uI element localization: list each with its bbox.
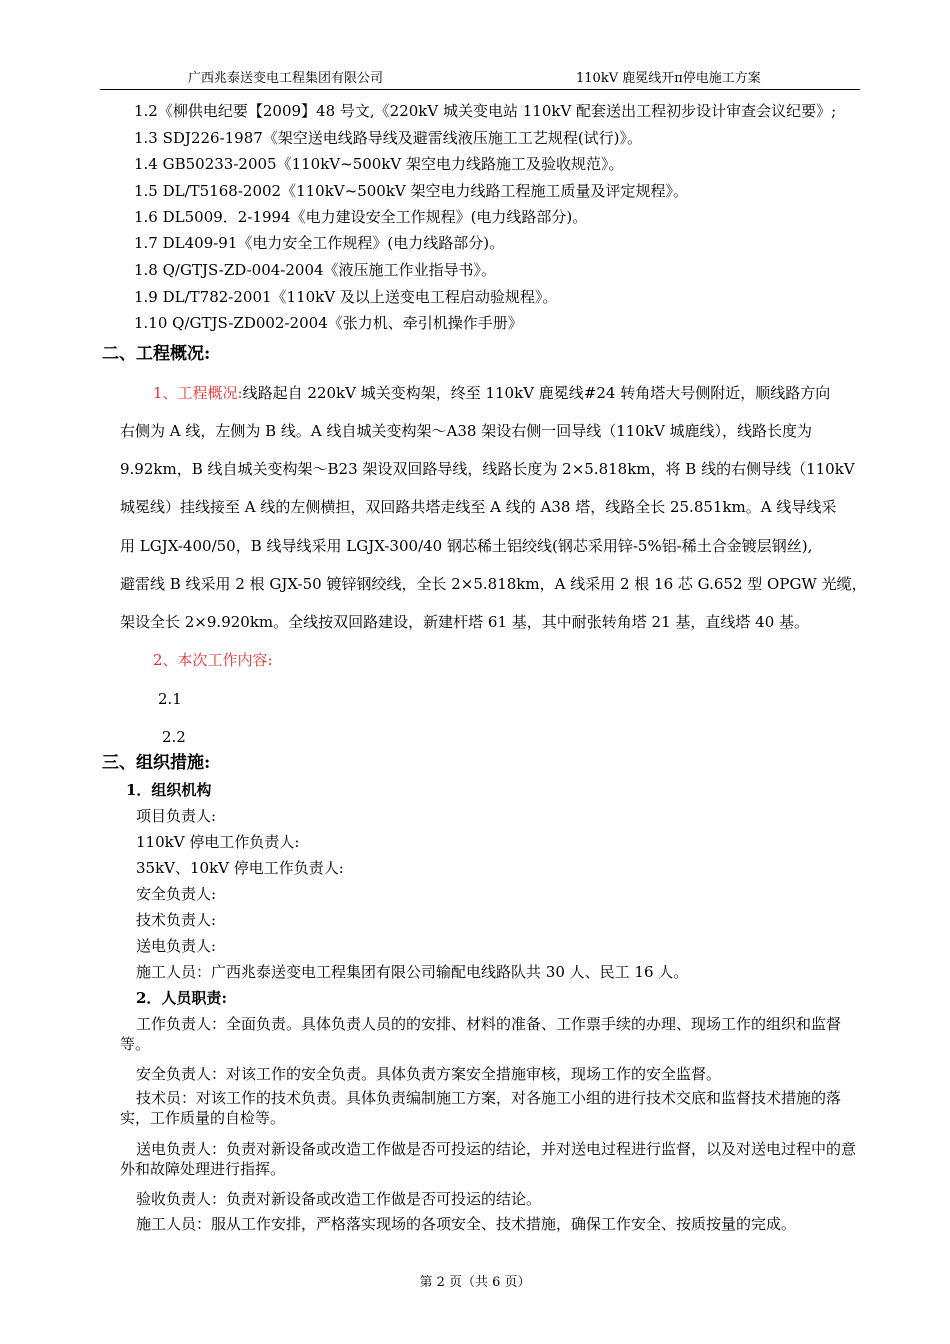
org-line: 110kV 停电工作负责人: (136, 833, 300, 851)
overview-line: 架设全长 2×9.920km。全线按双回路建设，新建杆塔 61 基，其中耐张转角塔 21 基，直线塔 40 基。 (120, 613, 810, 631)
page-header (100, 67, 860, 90)
reference-item: 1.4 GB50233-2005《110kV~500kV 架空电力线路施工及验收规范》。 (134, 155, 624, 173)
overview-line: 避雷线 B 线采用 2 根 GJX-50 镀锌钢绞线，全长 2×5.818km，A 线采用 2 根 16 芯 G.652 型 OPGW 光缆， (120, 575, 867, 593)
org-line: 安全负责人: (136, 885, 217, 903)
work-content-label: 2、本次工作内容: (153, 651, 273, 669)
overview-label: 1、工程概况: (153, 384, 243, 402)
reference-item: 1.2《柳供电纪要【2009】48 号文,《220kV 城关变电站 110kV 配套送出工程初步设计审查会议纪要》; (134, 102, 837, 120)
reference-item: 1.5 DL/T5168-2002《110kV~500kV 架空电力线路工程施工质量及评定规程》。 (134, 182, 689, 200)
work-item-2-1: 2.1 (158, 690, 182, 708)
reference-item: 1.9 DL/T782-2001《110kV 及以上送变电工程启动验规程》。 (134, 288, 558, 306)
org-line: 项目负责人: (136, 807, 217, 825)
duty-paragraph: 工作负责人：全面负责。具体负责人员的的安排、材料的准备、工作票手续的办理、现场工作的组织和监督等。 (120, 1015, 842, 1053)
reference-item: 1.6 DL5009．2-1994《电力建设安全工作规程》(电力线路部分)。 (134, 208, 588, 226)
duty-paragraph: 施工人员：服从工作安排，严格落实现场的各项安全、技术措施，确保工作安全、按质按量的完成。 (136, 1215, 797, 1233)
section-heading: 二、工程概况: (102, 344, 211, 364)
overview-first-line (153, 383, 830, 403)
overview-line: 右侧为 A 线，左侧为 B 线。A 线自城关变构架～A38 架设右侧一回导线（110kV 城鹿线），线路长度为 (120, 422, 813, 440)
page-number: 第 2 页（共 6 页） (419, 1275, 531, 1290)
overview-text: 线路起自 220kV 城关变构架，终至 110kV 鹿冕线#24 转角塔大号侧附近，顺线路方向 (242, 384, 831, 402)
header-company: 广西兆泰送变电工程集团有限公司 (188, 71, 384, 86)
reference-item: 1.10 Q/GTJS-ZD002-2004《张力机、牵引机操作手册》 (134, 314, 523, 332)
org-line: 送电负责人: (136, 937, 217, 955)
org-line: 施工人员：广西兆泰送变电工程集团有限公司输配电线路队共 30 人、民工 16 人。 (136, 963, 689, 981)
duty-paragraph: 验收负责人：负责对新设备或改造工作做是否可投运的结论。 (136, 1190, 542, 1208)
reference-item: 1.3 SDJ226-1987《架空送电线路导线及避雷线液压施工工艺规程(试行)》。 (134, 129, 643, 147)
work-item-2-2: 2.2 (162, 728, 186, 746)
section-heading: 三、组织措施: (102, 753, 211, 773)
duty-paragraph: 安全负责人：对该工作的安全负责。具体负责方案安全措施审核，现场工作的安全监督。 (136, 1065, 722, 1083)
subsection-heading: 2．人员职责: (136, 989, 227, 1007)
overview-line: 城冕线）挂线接至 A 线的左侧横担，双回路共塔走线至 A 线的 A38 塔，线路全长 25.851km。A 线导线采 (120, 498, 837, 516)
reference-item: 1.7 DL409-91《电力安全工作规程》(电力线路部分)。 (134, 234, 505, 252)
org-line: 技术负责人: (136, 911, 217, 929)
header-doc-title: 110kV 鹿冕线开π停电施工方案 (576, 71, 761, 86)
subsection-heading: 1．组织机构 (126, 781, 212, 799)
overview-line: 用 LGJX-400/50，B 线导线采用 LGJX-300/40 钢芯稀土铝绞线(钢芯采用锌-5%铝-稀土合金镀层钢丝), (120, 537, 813, 555)
duty-paragraph: 技术员：对该工作的技术负责。具体负责编制施工方案，对各施工小组的进行技术交底和监督技术措施的落实，工作质量的自检等。 (120, 1089, 842, 1127)
overview-line: 9.92km，B 线自城关变构架～B23 架设双回路导线，线路长度为 2×5.818km，将 B 线的右侧导线（110kV (120, 460, 855, 478)
reference-item: 1.8 Q/GTJS-ZD-004-2004《液压施工作业指导书》。 (134, 261, 497, 279)
org-line: 35kV、10kV 停电工作负责人: (136, 859, 344, 877)
duty-paragraph: 送电负责人：负责对新设备或改造工作做是否可投运的结论，并对送电过程进行监督，以及对送电过程中的意外和故障处理进行指挥。 (120, 1140, 857, 1178)
